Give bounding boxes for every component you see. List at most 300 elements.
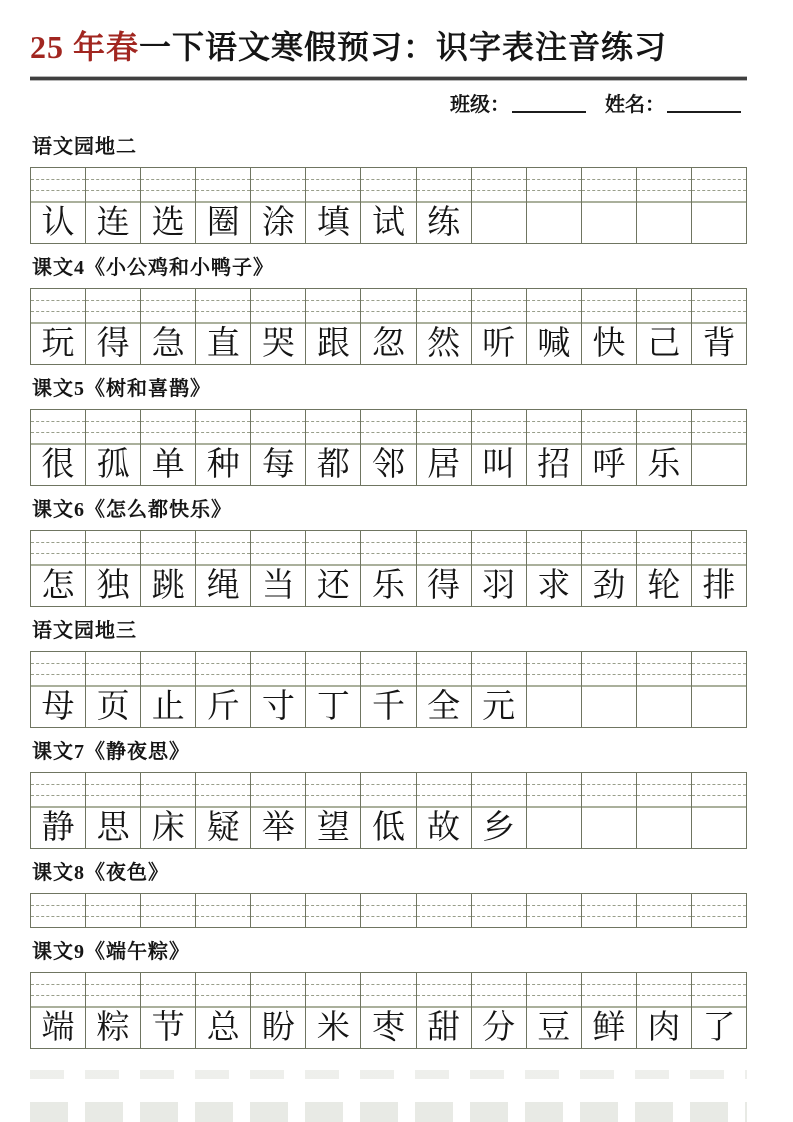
grid-column xyxy=(472,773,527,848)
grid-column xyxy=(196,973,251,1048)
pinyin-line-strip xyxy=(251,917,305,927)
grid-column xyxy=(86,410,141,485)
grid-column xyxy=(306,289,361,364)
page-title-term: 25 年春 xyxy=(30,29,140,65)
pinyin-line-strip xyxy=(196,894,250,905)
grid-column xyxy=(582,773,637,848)
pinyin-line-strip xyxy=(637,543,691,554)
pinyin-line-strip xyxy=(527,664,581,675)
pinyin-writing-area xyxy=(251,410,305,443)
pinyin-line-strip xyxy=(417,894,471,905)
character-cell: 孤 xyxy=(86,443,140,485)
pinyin-line-strip xyxy=(361,773,415,784)
pinyin-line-strip xyxy=(637,785,691,796)
grid-column xyxy=(582,652,637,727)
pinyin-line-strip xyxy=(31,996,85,1006)
grid-column xyxy=(417,773,472,848)
pinyin-line-strip xyxy=(141,894,195,905)
pinyin-line-strip xyxy=(692,191,746,201)
pinyin-writing-area xyxy=(196,973,250,1006)
character-cell: 粽 xyxy=(86,1006,140,1048)
pinyin-line-strip xyxy=(86,675,140,685)
pinyin-line-strip xyxy=(86,773,140,784)
grid-column xyxy=(141,973,196,1048)
grid-column xyxy=(31,894,86,927)
pinyin-line-strip xyxy=(582,652,636,663)
pinyin-line-strip xyxy=(196,785,250,796)
grid-column xyxy=(637,289,692,364)
pinyin-line-strip xyxy=(86,664,140,675)
pinyin-writing-area xyxy=(417,168,471,201)
pinyin-line-strip xyxy=(472,433,526,443)
character-cell xyxy=(582,685,636,727)
section-header: 课文7《静夜思》 xyxy=(32,741,190,764)
character-cell: 页 xyxy=(86,685,140,727)
pinyin-writing-area xyxy=(86,773,140,806)
pinyin-line-strip xyxy=(361,664,415,675)
character-cell: 劲 xyxy=(582,564,636,606)
character-cell xyxy=(637,806,691,848)
pinyin-line-strip xyxy=(417,289,471,300)
pinyin-writing-area xyxy=(86,168,140,201)
pinyin-line-strip xyxy=(637,422,691,433)
pinyin-line-strip xyxy=(582,410,636,421)
pinyin-line-strip xyxy=(86,531,140,542)
pinyin-line-strip xyxy=(306,180,360,191)
name-label: 姓名： xyxy=(605,94,665,117)
pinyin-line-strip xyxy=(31,973,85,984)
pinyin-line-strip xyxy=(527,180,581,191)
pinyin-line-strip xyxy=(141,785,195,796)
pinyin-line-strip xyxy=(692,996,746,1006)
pinyin-writing-area xyxy=(692,410,746,443)
pinyin-line-strip xyxy=(196,543,250,554)
grid-column xyxy=(361,168,416,243)
sections-container xyxy=(30,135,747,1049)
character-cell: 止 xyxy=(141,685,195,727)
character-cell: 元 xyxy=(472,685,526,727)
pinyin-line-strip xyxy=(582,985,636,996)
character-cell: 求 xyxy=(527,564,581,606)
grid-column xyxy=(361,652,416,727)
pinyin-line-strip xyxy=(196,906,250,917)
character-cell: 连 xyxy=(86,201,140,243)
pinyin-line-strip xyxy=(527,531,581,542)
section-header: 课文5《树和喜鹊》 xyxy=(32,378,211,401)
character-cell: 邻 xyxy=(361,443,415,485)
pinyin-line-strip xyxy=(361,796,415,806)
pinyin-writing-area xyxy=(306,894,360,927)
pinyin-line-strip xyxy=(86,652,140,663)
pinyin-line-strip xyxy=(527,652,581,663)
grid-column xyxy=(86,894,141,927)
worksheet-section xyxy=(30,619,747,728)
pinyin-line-strip xyxy=(692,773,746,784)
grid-column xyxy=(251,973,306,1048)
pinyin-line-strip xyxy=(196,180,250,191)
pinyin-line-strip xyxy=(582,894,636,905)
pinyin-line-strip xyxy=(527,985,581,996)
pinyin-line-strip xyxy=(472,985,526,996)
worksheet-section xyxy=(30,740,747,849)
character-cell: 跟 xyxy=(306,322,360,364)
pinyin-line-strip xyxy=(637,906,691,917)
pinyin-line-strip xyxy=(417,917,471,927)
grid-column xyxy=(196,652,251,727)
pinyin-writing-area xyxy=(31,894,85,927)
grid-column xyxy=(306,894,361,927)
pinyin-line-strip xyxy=(141,410,195,421)
grid-column xyxy=(251,652,306,727)
pinyin-line-strip xyxy=(361,917,415,927)
pinyin-line-strip xyxy=(361,996,415,1006)
pinyin-line-strip xyxy=(582,289,636,300)
page-title xyxy=(30,26,747,68)
pinyin-line-strip xyxy=(86,543,140,554)
pinyin-line-strip xyxy=(141,422,195,433)
pinyin-writing-area xyxy=(417,652,471,685)
pinyin-writing-area xyxy=(86,652,140,685)
pinyin-line-strip xyxy=(86,554,140,564)
faded-grid-row xyxy=(30,1070,747,1079)
character-cell: 独 xyxy=(86,564,140,606)
pinyin-line-strip xyxy=(251,312,305,322)
pinyin-line-strip xyxy=(251,664,305,675)
grid-column xyxy=(692,773,746,848)
pinyin-line-strip xyxy=(417,796,471,806)
pinyin-line-strip xyxy=(582,785,636,796)
pinyin-line-strip xyxy=(582,433,636,443)
pinyin-line-strip xyxy=(196,985,250,996)
grid-column xyxy=(692,289,746,364)
character-cell: 每 xyxy=(251,443,305,485)
pinyin-writing-area xyxy=(527,531,581,564)
pinyin-line-strip xyxy=(306,973,360,984)
pinyin-line-strip xyxy=(361,433,415,443)
grid-column xyxy=(86,168,141,243)
character-cell: 怎 xyxy=(31,564,85,606)
pinyin-writing-area xyxy=(196,531,250,564)
grid-column xyxy=(196,410,251,485)
pinyin-line-strip xyxy=(692,973,746,984)
character-cell xyxy=(582,806,636,848)
pinyin-line-strip xyxy=(31,985,85,996)
character-cell: 端 xyxy=(31,1006,85,1048)
pinyin-line-strip xyxy=(637,652,691,663)
grid-column xyxy=(472,410,527,485)
character-cell: 羽 xyxy=(472,564,526,606)
pinyin-line-strip xyxy=(86,410,140,421)
pinyin-line-strip xyxy=(306,675,360,685)
pinyin-line-strip xyxy=(527,410,581,421)
pinyin-line-strip xyxy=(141,985,195,996)
character-cell: 还 xyxy=(306,564,360,606)
character-cell: 认 xyxy=(31,201,85,243)
pinyin-line-strip xyxy=(637,985,691,996)
pinyin-line-strip xyxy=(637,180,691,191)
pinyin-line-strip xyxy=(31,652,85,663)
pinyin-writing-area xyxy=(527,652,581,685)
pinyin-writing-area xyxy=(306,168,360,201)
pinyin-line-strip xyxy=(637,289,691,300)
character-cell: 听 xyxy=(472,322,526,364)
grid-column xyxy=(196,773,251,848)
pinyin-line-strip xyxy=(31,785,85,796)
pinyin-line-strip xyxy=(637,191,691,201)
pinyin-line-strip xyxy=(196,410,250,421)
pinyin-line-strip xyxy=(692,422,746,433)
grid-column xyxy=(527,652,582,727)
pinyin-line-strip xyxy=(31,531,85,542)
character-cell: 乐 xyxy=(637,443,691,485)
grid-column xyxy=(417,531,472,606)
pinyin-writing-area xyxy=(31,168,85,201)
pinyin-line-strip xyxy=(86,894,140,905)
pinyin-line-strip xyxy=(417,973,471,984)
pinyin-line-strip xyxy=(361,289,415,300)
pinyin-writing-area xyxy=(86,531,140,564)
pinyin-line-strip xyxy=(472,289,526,300)
character-cell: 豆 xyxy=(527,1006,581,1048)
pinyin-line-strip xyxy=(692,312,746,322)
grid-column xyxy=(582,973,637,1048)
pinyin-line-strip xyxy=(251,180,305,191)
grid-column xyxy=(361,410,416,485)
pinyin-character-grid xyxy=(30,651,747,728)
character-cell: 得 xyxy=(86,322,140,364)
grid-column xyxy=(582,894,637,927)
pinyin-line-strip xyxy=(141,433,195,443)
pinyin-line-strip xyxy=(31,312,85,322)
character-cell: 填 xyxy=(306,201,360,243)
character-cell: 选 xyxy=(141,201,195,243)
pinyin-line-strip xyxy=(306,985,360,996)
grid-column xyxy=(527,973,582,1048)
character-cell: 疑 xyxy=(196,806,250,848)
pinyin-line-strip xyxy=(141,917,195,927)
pinyin-line-strip xyxy=(637,796,691,806)
character-cell: 思 xyxy=(86,806,140,848)
pinyin-character-grid xyxy=(30,167,747,244)
pinyin-line-strip xyxy=(31,422,85,433)
grid-column xyxy=(527,531,582,606)
pinyin-line-strip xyxy=(251,906,305,917)
pinyin-line-strip xyxy=(251,785,305,796)
pinyin-line-strip xyxy=(86,996,140,1006)
pinyin-line-strip xyxy=(361,301,415,312)
pinyin-writing-area xyxy=(251,894,305,927)
name-blank-line xyxy=(667,93,741,113)
grid-column xyxy=(306,773,361,848)
character-cell xyxy=(637,685,691,727)
pinyin-writing-area xyxy=(582,773,636,806)
pinyin-line-strip xyxy=(86,917,140,927)
character-cell: 绳 xyxy=(196,564,250,606)
pinyin-writing-area xyxy=(637,773,691,806)
character-cell: 叫 xyxy=(472,443,526,485)
pinyin-writing-area xyxy=(141,289,195,322)
pinyin-line-strip xyxy=(417,410,471,421)
pinyin-line-strip xyxy=(692,554,746,564)
pinyin-line-strip xyxy=(472,410,526,421)
character-cell: 斤 xyxy=(196,685,250,727)
pinyin-line-strip xyxy=(417,554,471,564)
pinyin-line-strip xyxy=(582,906,636,917)
pinyin-line-strip xyxy=(86,422,140,433)
grid-column xyxy=(141,410,196,485)
character-cell xyxy=(692,201,746,243)
character-cell: 当 xyxy=(251,564,305,606)
grid-column xyxy=(306,410,361,485)
pinyin-line-strip xyxy=(637,301,691,312)
pinyin-line-strip xyxy=(251,422,305,433)
page-title-main: 一下语文寒假预习：识字表注音练习 xyxy=(139,29,668,65)
pinyin-line-strip xyxy=(582,543,636,554)
character-cell: 试 xyxy=(361,201,415,243)
pinyin-writing-area xyxy=(86,289,140,322)
character-cell: 了 xyxy=(692,1006,746,1048)
pinyin-line-strip xyxy=(582,168,636,179)
grid-column xyxy=(692,973,746,1048)
pinyin-line-strip xyxy=(361,894,415,905)
grid-column xyxy=(637,531,692,606)
pinyin-line-strip xyxy=(306,168,360,179)
pinyin-line-strip xyxy=(361,168,415,179)
grid-column xyxy=(472,531,527,606)
pinyin-line-strip xyxy=(251,289,305,300)
pinyin-writing-area xyxy=(306,410,360,443)
pinyin-writing-area xyxy=(527,289,581,322)
pinyin-line-strip xyxy=(251,543,305,554)
pinyin-line-strip xyxy=(86,796,140,806)
pinyin-line-strip xyxy=(31,796,85,806)
character-cell: 举 xyxy=(251,806,305,848)
pinyin-character-grid xyxy=(30,288,747,365)
pinyin-line-strip xyxy=(141,796,195,806)
pinyin-line-strip xyxy=(472,543,526,554)
character-cell: 节 xyxy=(141,1006,195,1048)
character-cell: 喊 xyxy=(527,322,581,364)
pinyin-writing-area xyxy=(582,894,636,927)
pinyin-writing-area xyxy=(417,773,471,806)
character-cell xyxy=(692,443,746,485)
pinyin-line-strip xyxy=(637,773,691,784)
pinyin-writing-area xyxy=(196,894,250,927)
pinyin-line-strip xyxy=(196,531,250,542)
pinyin-writing-area xyxy=(692,531,746,564)
grid-column xyxy=(637,652,692,727)
pinyin-line-strip xyxy=(196,652,250,663)
character-cell: 全 xyxy=(417,685,471,727)
section-header: 课文4《小公鸡和小鸭子》 xyxy=(32,257,274,280)
pinyin-line-strip xyxy=(196,191,250,201)
pinyin-line-strip xyxy=(86,985,140,996)
pinyin-writing-area xyxy=(251,289,305,322)
pinyin-line-strip xyxy=(692,664,746,675)
pinyin-line-strip xyxy=(472,675,526,685)
pinyin-writing-area xyxy=(141,773,195,806)
grid-column xyxy=(527,773,582,848)
pinyin-line-strip xyxy=(86,289,140,300)
pinyin-writing-area xyxy=(86,894,140,927)
pinyin-line-strip xyxy=(417,312,471,322)
pinyin-writing-area xyxy=(417,973,471,1006)
pinyin-line-strip xyxy=(527,675,581,685)
pinyin-writing-area xyxy=(141,410,195,443)
character-cell: 种 xyxy=(196,443,250,485)
pinyin-writing-area xyxy=(417,894,471,927)
pinyin-line-strip xyxy=(196,301,250,312)
character-cell: 盼 xyxy=(251,1006,305,1048)
grid-column xyxy=(472,168,527,243)
pinyin-character-grid xyxy=(30,409,747,486)
pinyin-writing-area xyxy=(637,531,691,564)
grid-column xyxy=(361,773,416,848)
pinyin-line-strip xyxy=(692,906,746,917)
pinyin-line-strip xyxy=(141,191,195,201)
pinyin-writing-area xyxy=(527,773,581,806)
pinyin-line-strip xyxy=(472,531,526,542)
pinyin-line-strip xyxy=(582,796,636,806)
pinyin-line-strip xyxy=(692,289,746,300)
pinyin-line-strip xyxy=(472,796,526,806)
grid-column xyxy=(86,973,141,1048)
pinyin-line-strip xyxy=(251,996,305,1006)
pinyin-line-strip xyxy=(582,996,636,1006)
character-cell: 望 xyxy=(306,806,360,848)
pinyin-line-strip xyxy=(31,906,85,917)
pinyin-line-strip xyxy=(306,422,360,433)
character-cell: 分 xyxy=(472,1006,526,1048)
pinyin-line-strip xyxy=(637,410,691,421)
pinyin-line-strip xyxy=(306,543,360,554)
grid-column xyxy=(582,168,637,243)
pinyin-line-strip xyxy=(527,796,581,806)
class-blank-line xyxy=(512,93,586,113)
pinyin-writing-area xyxy=(251,652,305,685)
pinyin-line-strip xyxy=(417,785,471,796)
pinyin-line-strip xyxy=(527,894,581,905)
pinyin-line-strip xyxy=(692,917,746,927)
grid-column xyxy=(86,531,141,606)
pinyin-line-strip xyxy=(31,410,85,421)
worksheet-section xyxy=(30,861,747,928)
pinyin-line-strip xyxy=(86,433,140,443)
grid-column xyxy=(692,531,746,606)
pinyin-line-strip xyxy=(86,906,140,917)
pinyin-line-strip xyxy=(196,168,250,179)
grid-column xyxy=(637,410,692,485)
pinyin-line-strip xyxy=(472,996,526,1006)
pinyin-line-strip xyxy=(306,894,360,905)
grid-column xyxy=(692,410,746,485)
character-cell: 居 xyxy=(417,443,471,485)
pinyin-line-strip xyxy=(361,422,415,433)
pinyin-line-strip xyxy=(692,301,746,312)
pinyin-character-grid xyxy=(30,972,747,1049)
pinyin-line-strip xyxy=(582,422,636,433)
pinyin-line-strip xyxy=(251,675,305,685)
pinyin-line-strip xyxy=(417,906,471,917)
pinyin-writing-area xyxy=(361,289,415,322)
pinyin-character-grid xyxy=(30,893,747,928)
grid-column xyxy=(472,973,527,1048)
pinyin-line-strip xyxy=(196,796,250,806)
grid-column xyxy=(361,289,416,364)
pinyin-line-strip xyxy=(141,906,195,917)
pinyin-line-strip xyxy=(582,531,636,542)
pinyin-line-strip xyxy=(417,543,471,554)
